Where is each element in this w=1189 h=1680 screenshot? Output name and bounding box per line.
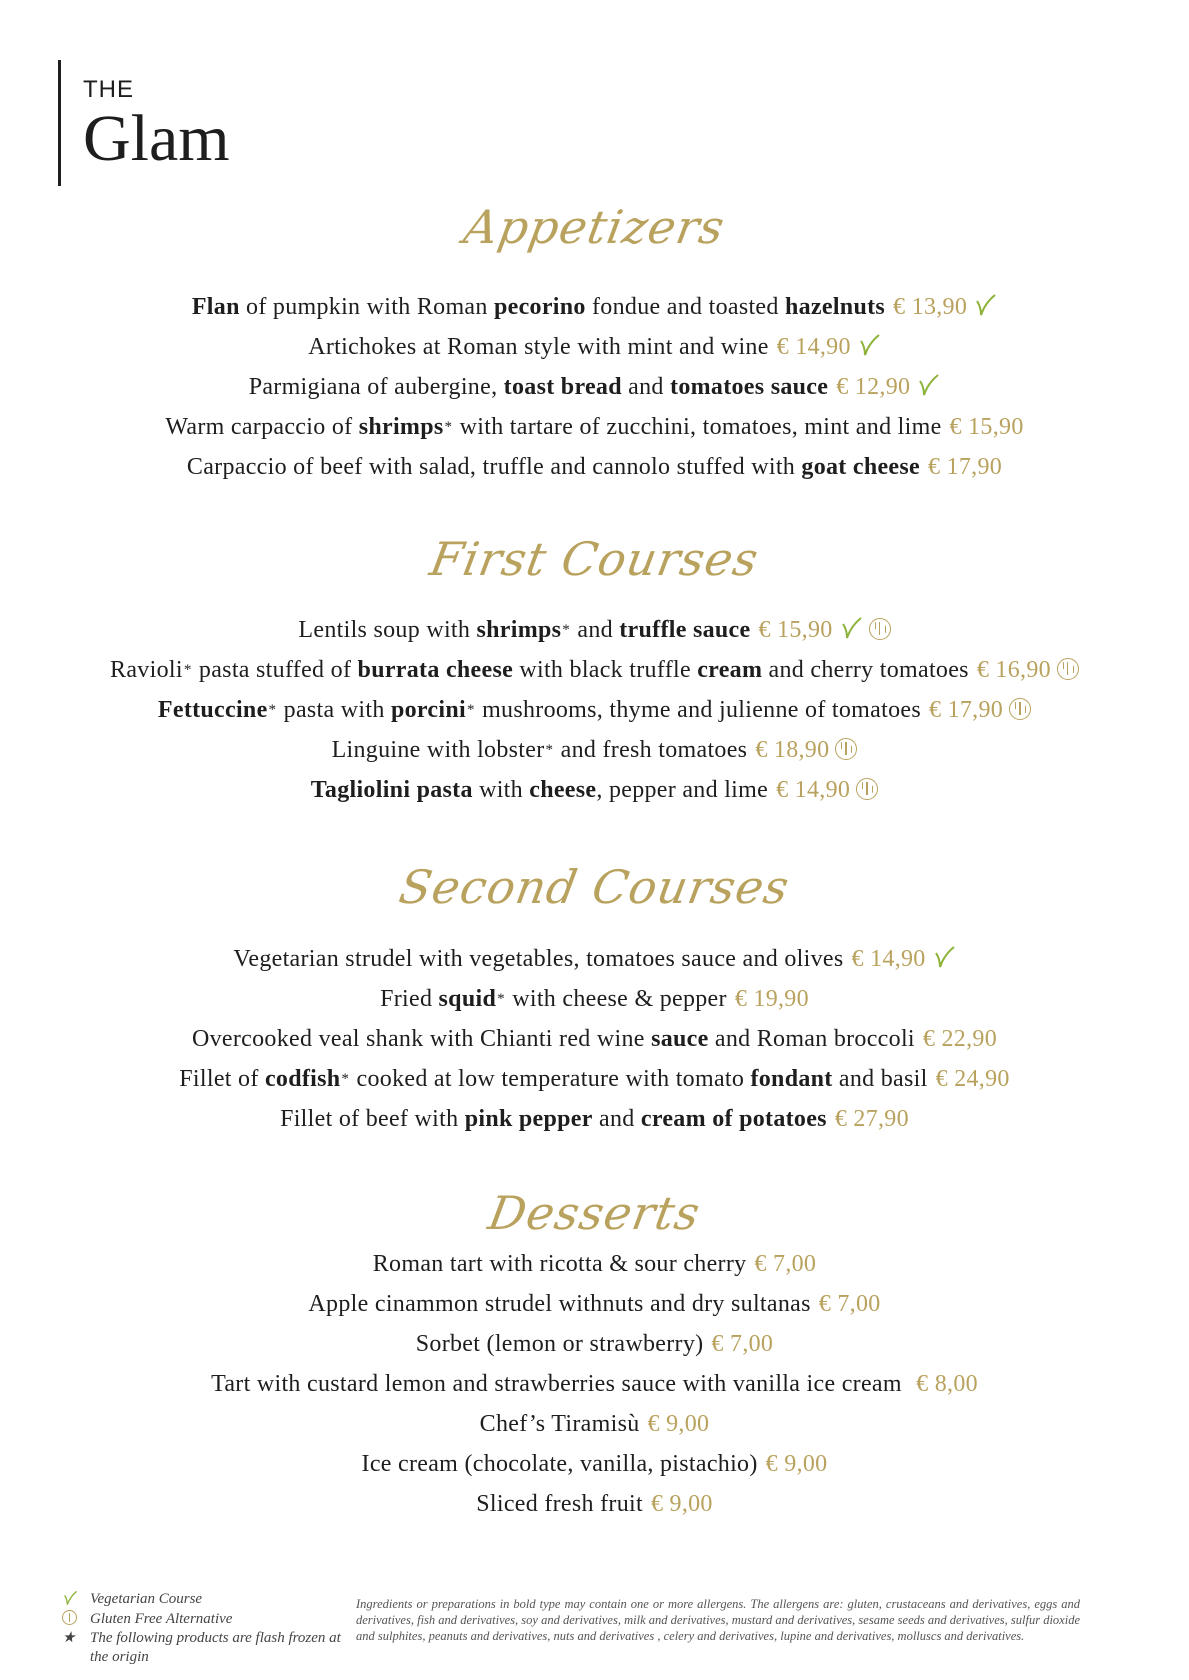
gluten-free-icon [869, 618, 891, 640]
item-text: Lentils soup with [298, 617, 477, 643]
section-title-second-courses: Second Courses [395, 860, 794, 914]
item-price: € 16,90 [976, 657, 1051, 683]
frozen-star: * [466, 702, 475, 718]
section-title-first-courses: First Courses [426, 532, 763, 586]
allergen-text: toast bread [503, 374, 622, 400]
item-price: € 13,90 [893, 294, 968, 320]
item-price: € 7,00 [711, 1331, 774, 1357]
allergen-text: shrimps [476, 617, 562, 643]
item-text: Fillet of beef with [280, 1106, 465, 1132]
allergen-text: pecorino [493, 294, 586, 320]
vegetarian-icon [973, 293, 997, 317]
menu-item [0, 292, 1189, 322]
frozen-star: * [444, 419, 453, 435]
item-text: of pumpkin with Roman [239, 294, 494, 320]
item-text: Artichokes at Roman style with mint and wine [308, 334, 769, 360]
allergen-note: Ingredients or preparations in bold type may contain one or more allergens. The allergens are: gluten, crustaceans and derivatives, eggs and derivatives, fish and derivatives, soy and derivatives, milk and derivatives, mustard and derivatives, sesame seeds and derivatives, sulfur dioxide and sulphites, peanuts and derivatives, nuts and derivatives , celery and derivatives, lupine and derivatives, molluscs and derivatives. [356, 1597, 1080, 1643]
item-price: € 14,90 [776, 777, 851, 803]
item-text: cooked at low temperature with tomato [350, 1066, 751, 1092]
allergen-text: Tagliolini pasta [310, 777, 473, 803]
item-price: € 7,00 [754, 1251, 817, 1277]
legend-veg-label: Vegetarian Course [90, 1591, 203, 1607]
item-price: € 22,90 [922, 1026, 997, 1052]
item-text: Chef’s Tiramisù [479, 1411, 640, 1437]
item-text: and cherry tomatoes [762, 657, 969, 683]
menu-item [0, 1369, 1189, 1399]
star-icon: ★ [62, 1630, 76, 1646]
item-price: € 27,90 [834, 1106, 909, 1132]
item-price: € 17,90 [927, 454, 1003, 480]
item-price: € 7,00 [818, 1291, 881, 1317]
item-text: Sorbet (lemon or strawberry) [415, 1331, 704, 1357]
item-text: Apple cinammon strudel withnuts and dry sultanas [308, 1291, 811, 1317]
item-text: with black truffle [513, 657, 698, 683]
item-text: with cheese & pepper [505, 986, 727, 1012]
allergen-text: Flan [191, 294, 240, 320]
legend [62, 1590, 362, 1667]
item-text: Warm carpaccio of [165, 414, 359, 440]
menu-item [0, 332, 1189, 362]
menu-item [0, 735, 1189, 765]
item-text: and fresh tomatoes [554, 737, 748, 763]
item-text: Tart with custard lemon and strawberries sauce with vanilla ice cream [211, 1371, 909, 1397]
allergen-text: cream of potatoes [640, 1106, 827, 1132]
item-price: € 14,90 [776, 334, 851, 360]
legend-gf-label: Gluten Free Alternative [90, 1611, 233, 1627]
allergen-text: fondant [750, 1066, 833, 1092]
item-text: Parmigiana of aubergine, [248, 374, 504, 400]
item-text: and Roman broccoli [708, 1026, 915, 1052]
item-price: € 17,90 [928, 697, 1004, 723]
item-text: Fried [380, 986, 439, 1012]
menu-item [0, 1289, 1189, 1319]
menu-item [0, 1104, 1189, 1134]
item-text: Sliced fresh fruit [476, 1491, 643, 1517]
item-text: Carpaccio of beef with salad, truffle and cannolo stuffed with [186, 454, 802, 480]
frozen-star: * [497, 991, 505, 1007]
allergen-text: porcini [390, 697, 466, 723]
allergen-text: goat cheese [801, 454, 920, 480]
gluten-free-icon [856, 778, 878, 800]
menu-item [0, 775, 1189, 805]
item-price: € 19,90 [734, 986, 809, 1012]
vegetarian-icon [857, 333, 881, 357]
gluten-free-icon [1057, 658, 1079, 680]
menu-item [0, 452, 1189, 482]
menu-item [0, 1489, 1189, 1519]
item-price: € 9,00 [650, 1491, 713, 1517]
allergen-text: codfish [264, 1066, 341, 1092]
allergen-text: hazelnuts [784, 294, 886, 320]
item-text: Ice cream (chocolate, vanilla, pistachio) [361, 1451, 758, 1477]
frozen-star: * [562, 622, 571, 638]
item-text: and [571, 617, 620, 643]
section-title-desserts: Desserts [484, 1186, 705, 1240]
frozen-star: * [341, 1071, 350, 1087]
menu-item [0, 412, 1189, 442]
allergen-text: cream [697, 657, 763, 683]
item-text: Overcooked veal shank with Chianti red wine [191, 1026, 652, 1052]
item-price: € 15,90 [758, 617, 833, 643]
menu-item [0, 944, 1189, 974]
allergen-text: squid [438, 986, 497, 1012]
allergen-text: truffle sauce [619, 617, 751, 643]
allergen-text: tomatoes sauce [670, 374, 829, 400]
item-text: mushrooms, thyme and julienne of tomatoes [475, 697, 921, 723]
item-text: pasta stuffed of [192, 657, 358, 683]
item-text: with [472, 777, 530, 803]
item-text: Linguine with lobster [331, 737, 545, 763]
menu-item [0, 695, 1189, 725]
gluten-free-icon [835, 738, 857, 760]
allergen-text: shrimps [358, 414, 444, 440]
item-price: € 24,90 [935, 1066, 1010, 1092]
item-text: fondue and toasted [585, 294, 785, 320]
item-text: and [621, 374, 671, 400]
section-title-appetizers: Appetizers [459, 200, 730, 254]
brand-name: Glam [83, 102, 230, 175]
frozen-star: * [183, 662, 192, 678]
brand-logo [58, 60, 230, 186]
menu-item [0, 1249, 1189, 1279]
vegetarian-icon [916, 373, 940, 397]
vegetarian-icon [839, 616, 863, 640]
menu-item [0, 1449, 1189, 1479]
item-text: pasta with [277, 697, 391, 723]
item-price: € 14,90 [851, 946, 926, 972]
item-price: € 15,90 [949, 414, 1024, 440]
item-text: Fillet of [179, 1066, 265, 1092]
item-price: € 9,00 [765, 1451, 828, 1477]
item-price: € 12,90 [836, 374, 911, 400]
frozen-star: * [545, 742, 554, 758]
item-price: € 9,00 [647, 1411, 710, 1437]
allergen-text: burrata cheese [357, 657, 514, 683]
item-text: and [592, 1106, 641, 1132]
gluten-free-icon [62, 1610, 77, 1625]
menu-item [0, 984, 1189, 1014]
vegetarian-icon [932, 945, 956, 969]
allergen-text: pink pepper [464, 1106, 593, 1132]
legend-gf [62, 1610, 362, 1629]
item-text: with tartare of zucchini, tomatoes, mint and lime [453, 414, 942, 440]
legend-veg [62, 1590, 362, 1610]
allergen-text: sauce [651, 1026, 709, 1052]
menu-item [0, 655, 1189, 685]
item-text: Ravioli [110, 657, 183, 683]
legend-frozen [62, 1629, 362, 1667]
menu-item [0, 615, 1189, 645]
menu-item [0, 372, 1189, 402]
item-price: € 18,90 [755, 737, 830, 763]
item-price: € 8,00 [916, 1371, 978, 1397]
item-text: and basil [832, 1066, 928, 1092]
menu-item [0, 1329, 1189, 1359]
vegetarian-icon [62, 1590, 78, 1606]
item-text: Vegetarian strudel with vegetables, tomatoes sauce and olives [233, 946, 844, 972]
legend-frozen-label: The following products are flash frozen at the origin [90, 1630, 341, 1665]
allergen-text: cheese [529, 777, 597, 803]
menu-item [0, 1064, 1189, 1094]
frozen-star: * [268, 702, 277, 718]
item-text: , pepper and lime [596, 777, 769, 803]
allergen-text: Fettuccine [157, 697, 268, 723]
brand-the: THE [83, 76, 134, 103]
gluten-free-icon [1009, 698, 1031, 720]
menu-item [0, 1024, 1189, 1054]
item-text: Roman tart with ricotta & sour cherry [372, 1251, 747, 1277]
menu-item [0, 1409, 1189, 1439]
